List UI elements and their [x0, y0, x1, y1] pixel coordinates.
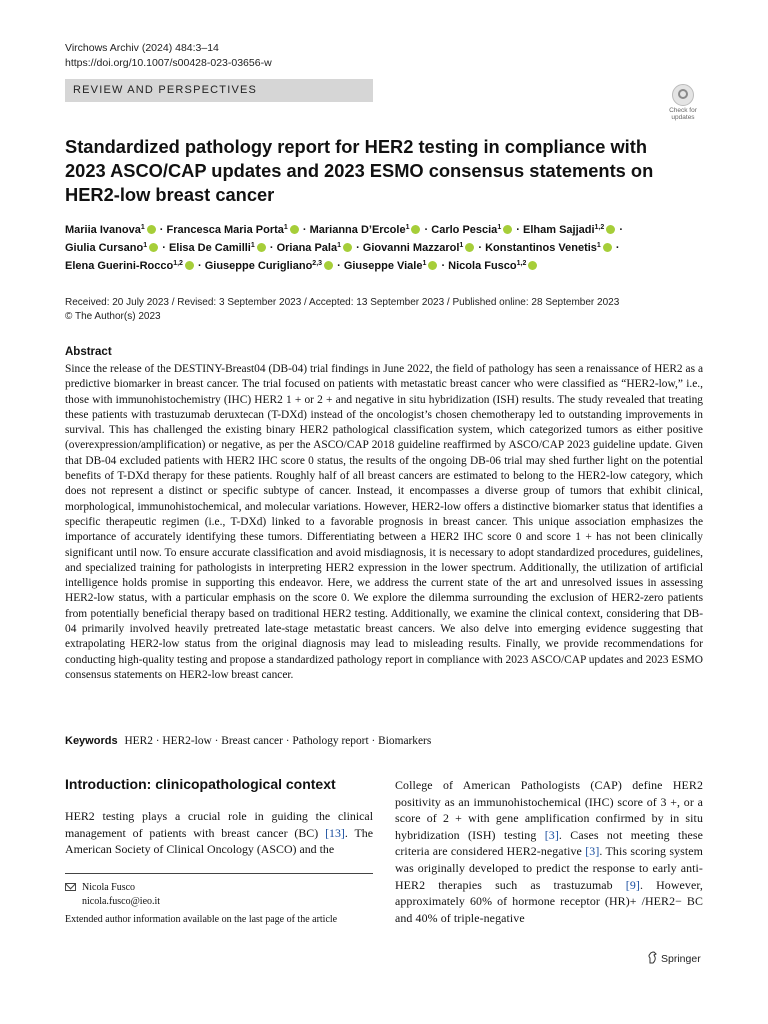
author[interactable] — [65, 224, 157, 236]
author[interactable] — [205, 260, 334, 272]
author-affiliation: 1 — [422, 260, 427, 267]
author-affiliation: 1 — [405, 224, 410, 231]
corresponding-author: Nicola Fusco — [82, 882, 136, 893]
orcid-icon[interactable] — [149, 243, 158, 252]
author-affiliation: 1 — [497, 224, 502, 231]
author[interactable] — [344, 260, 439, 272]
author[interactable] — [65, 242, 159, 254]
author-name: Nicola Fusco — [448, 260, 517, 272]
springer-horse-icon — [647, 951, 658, 964]
intro-paragraph-left: HER2 testing plays a crucial role in guiding the clinical management of patients with breast cancer (BC) [13]. The American Society of Clinical Oncology (ASCO) and the — [65, 809, 373, 857]
extended-author-info: Extended author information available on the last page of the article — [65, 914, 338, 925]
abstract-heading: Abstract — [65, 346, 112, 358]
article-dates — [65, 296, 619, 323]
author-name: Francesca Maria Porta — [166, 224, 284, 236]
journal-header — [65, 41, 272, 71]
reference-link[interactable]: [13] — [325, 825, 345, 840]
author-affiliation: 1,2 — [594, 224, 605, 231]
orcid-icon[interactable] — [465, 243, 474, 252]
orcid-icon[interactable] — [528, 261, 537, 270]
article-type-banner: REVIEW AND PERSPECTIVES — [65, 79, 373, 102]
orcid-icon[interactable] — [411, 225, 420, 234]
orcid-icon[interactable] — [290, 225, 299, 234]
orcid-icon[interactable] — [606, 225, 615, 234]
author[interactable] — [448, 260, 538, 272]
keywords-list: HER2 · HER2-low · Breast cancer · Pathology report · Biomarkers — [124, 735, 432, 747]
author-affiliation: 1 — [459, 242, 464, 249]
author-name: Carlo Pescia — [431, 224, 498, 236]
orcid-icon[interactable] — [343, 243, 352, 252]
author-affiliation: 1 — [143, 242, 148, 249]
author-affiliation: 1 — [596, 242, 601, 249]
orcid-icon[interactable] — [503, 225, 512, 234]
author[interactable] — [277, 242, 353, 254]
reference-link[interactable]: [3] — [544, 827, 559, 842]
author-name: Giuseppe Viale — [343, 260, 423, 272]
footnote-divider — [65, 873, 373, 874]
check-line1: Check for — [669, 107, 697, 114]
author-name: Elena Guerini-Rocco — [65, 260, 174, 272]
history-dates: Received: 20 July 2023 / Revised: 3 September 2023 / Accepted: 13 September 2023 / Published online: 28 September 2023 — [65, 297, 620, 308]
author-name: Elham Sajjadi — [523, 224, 595, 236]
author[interactable] — [523, 224, 616, 236]
author-affiliation: 1 — [140, 224, 145, 231]
journal-citation: Virchows Archiv (2024) 484:3–14 — [65, 42, 219, 54]
abstract-text: Since the release of the DESTINY-Breast04 (DB-04) trial findings in June 2022, the field of pathology has seen a renaissance of HER2 as a predictive biomarker in breast cancer. The trial focused on patients with metastatic breast cancer who were classified as “HER2-low,” i.e., those with immunohistochemistry (IHC) HER2 1 + or 2 + and negative in situ hybridization (ISH) results. The study revealed that treating these patients with trastuzumab deruxtecan (T-DXd) instead of the oncologist’s chosen chemotherapy led to outstanding improvements in survival. This has challenged the existing binary HER2 pathological classification system, which categorized tumors as either positive (overexpression/amplification) or negative, as per the ASCO/CAP 2018 guideline reaffirmed by ASCO/CAP 2023 guideline update. Given that DB-04 excluded patients with HER2 IHC score 0 status, the results of the ongoing DB-06 trial may shed further light on the potential benefits of T-DXd therapy for these patients. Roughly half of all breast cancers are estimated to belong to the HER2-low category, which does not represent a distinct or specific subtype of cancer. Instead, it encompasses a diverse group of tumors that exhibit clinical, morphological, immunohistochemical, and molecular variations. However, HER2-low offers a distinctive biomarker status that identifies a specific therapeutic regimen (i.e., T-DXd) linked to a favorable prognosis in breast cancer. This unique association emphasizes the importance of accurately identifying these tumors. Differentiating between a HER2 IHC score 0 and score 1 + has not been clinically significant until now. To ensure accurate classification and avoid misdiagnosis, it is necessary to adopt standardized procedures, guidelines, and specialized training for pathologists in interpreting HER2 expression in the lower spectrum. Additionally, the utilization of artificial intelligence holds promise in supporting this endeavor. Here, we address the current state of the art and unresolved issues in assessing HER2-low status, with a particular emphasis on the score 0. We explore the dilemma surrounding the exclusion of HER2-zero patients from potentially beneficial therapy based on traditional HER2 testing. Additionally, we examine the clinical context, considering that DB-04 primarily involved heavily pretreated late-stage metastatic breast cancers. We also delve into emerging evidence suggesting that extrapolating HER2-low status from the original diagnosis may lead to misleading results. Finally, we provide recommendations for conducting high-quality testing and propose a standardized pathology report in compliance with 2023 ASCO/CAP updates and 2023 ESMO consensus statements on HER2-low breast cancer. — [65, 363, 703, 681]
check-for-updates-icon — [672, 84, 694, 106]
author-affiliation: 1,2 — [516, 260, 527, 267]
author-affiliation: 1 — [337, 242, 342, 249]
check-line2: updates — [671, 114, 695, 121]
orcid-icon[interactable] — [185, 261, 194, 270]
section-heading-introduction: Introduction: clinicopathological context — [65, 776, 336, 792]
author-name: Marianna D’Ercole — [309, 224, 406, 236]
author-name: Elisa De Camilli — [168, 242, 251, 254]
author[interactable] — [363, 242, 475, 254]
check-for-updates-badge[interactable] — [663, 84, 703, 124]
author-affiliation: 2,3 — [312, 260, 323, 267]
reference-link[interactable]: [3] — [585, 844, 600, 859]
author-name: Giovanni Mazzarol — [362, 242, 460, 254]
author-affiliation: 1 — [283, 224, 288, 231]
publisher-logo — [647, 951, 701, 965]
orcid-icon[interactable] — [603, 243, 612, 252]
author[interactable] — [485, 242, 613, 254]
author[interactable] — [431, 224, 513, 236]
author-affiliation: 1 — [250, 242, 255, 249]
publisher-name: Springer — [661, 953, 701, 965]
author[interactable] — [169, 242, 267, 254]
keywords-label: Keywords — [65, 735, 118, 747]
author-list: Mariia Ivanova$^1$ · Francesca Maria Porta$^1$ · Marianna D’Ercole$^1$ · Carlo Pescia$^1$ · Elham Sajjadi$^{1,2}$ · Giulia Cursano$^1$ · Elisa De Camilli$^1$ · Oriana Pala$^1$ · Giovanni Mazzarol$^1$ · Konstantinos Venetis$^1$ · Elena Guerini-Rocco$^{1,2}$ · Giuseppe Curigliano$^{2,3}$ · Giuseppe Viale$^1$ · Nicola Fusco$^{1,2}$ — [65, 224, 623, 272]
author[interactable] — [167, 224, 300, 236]
intro-paragraph-right: College of American Pathologists (CAP) define HER2 positivity as an immunohistochemical (IHC) score of 3 +, or a score of 2 + with gene amplification confirmed by in situ hybridization (ISH) testing [3]. Cases not meeting these criteria are considered HER2-negative [3]. This scoring system was originally developed to predict the response to early anti-HER2 therapies such as trastuzumab [9]. However, approximately 60% of hormone receptor (HR)+ /HER2− BC and 40% of triple-negative — [395, 778, 703, 925]
corresponding-email[interactable]: nicola.fusco@ieo.it — [82, 895, 161, 907]
correspondence — [65, 881, 160, 908]
article-title: Standardized pathology report for HER2 testing in compliance with 2023 ASCO/CAP updates and 2023 ESMO consensus statements on HER2-low breast cancer — [65, 136, 654, 205]
orcid-icon[interactable] — [257, 243, 266, 252]
author-name: Oriana Pala — [276, 242, 338, 254]
author-name: Giuseppe Curigliano — [204, 260, 313, 272]
author-name: Giulia Cursano — [65, 242, 144, 254]
author-affiliation: 1,2 — [173, 260, 183, 267]
author[interactable] — [65, 260, 195, 272]
envelope-icon — [65, 883, 76, 891]
orcid-icon[interactable] — [324, 261, 333, 270]
orcid-icon[interactable] — [147, 225, 156, 234]
keywords — [65, 735, 431, 747]
author-name: Mariia Ivanova — [65, 224, 141, 236]
orcid-icon[interactable] — [428, 261, 437, 270]
doi-link[interactable]: https://doi.org/10.1007/s00428-023-03656-w — [65, 57, 272, 69]
copyright: © The Author(s) 2023 — [65, 310, 161, 322]
reference-link[interactable]: [9] — [625, 877, 640, 892]
author[interactable] — [310, 224, 422, 236]
author-name: Konstantinos Venetis — [485, 242, 597, 254]
